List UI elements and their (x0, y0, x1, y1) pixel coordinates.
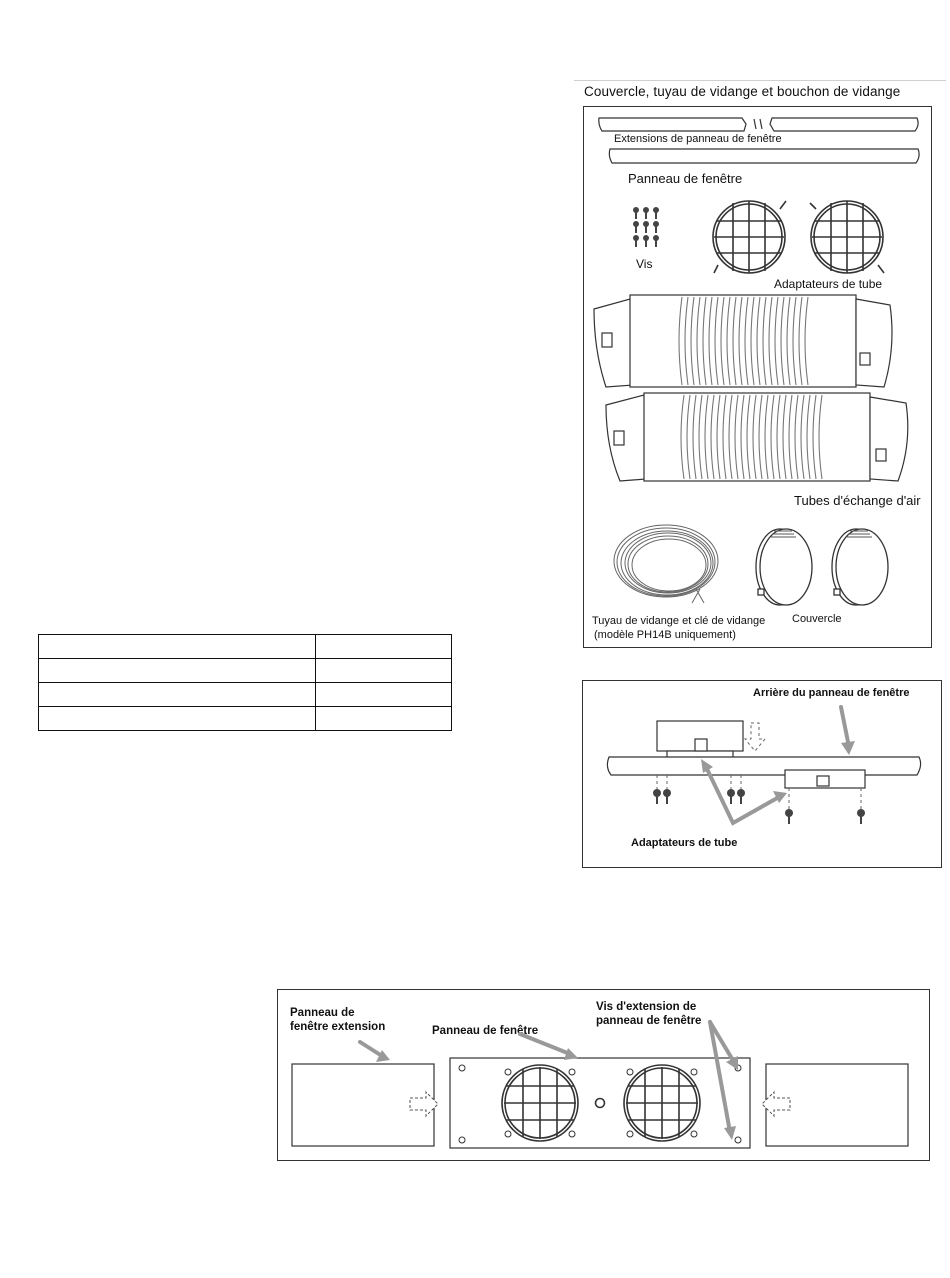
drain-label-line1: Tuyau de vidange et clé de vidange (592, 615, 766, 627)
panel-label: Panneau de fenêtre (628, 171, 743, 186)
screws-label-line2: panneau de fenêtre (596, 1015, 702, 1027)
figure1-title: Couvercle, tuyau de vidange et bouchon de vidange (584, 84, 901, 99)
screws-label: Vis (636, 257, 653, 271)
table-cell (316, 707, 452, 731)
table-cell (316, 635, 452, 659)
tube-adapter-right (804, 193, 890, 279)
table-row (39, 683, 452, 707)
extension-label-line2: fenêtre extension (290, 1021, 386, 1033)
extensions-label: Extensions de panneau de fenêtre (614, 133, 782, 145)
table-cell (39, 635, 316, 659)
drain-label-line2: (modèle PH14B uniquement) (594, 629, 736, 641)
fig2-adapters-label: Adaptateurs de tube (631, 837, 738, 849)
window-panel-assembly-diagram (278, 990, 931, 1162)
tube-adapter-left (706, 193, 792, 279)
table-row (39, 659, 452, 683)
screws-illustration (628, 205, 678, 255)
top-rule (574, 80, 946, 81)
adapters-label: Adaptateurs de tube (774, 277, 883, 291)
table-cell (316, 683, 452, 707)
cover-label: Couvercle (792, 613, 842, 625)
rear-label: Arrière du panneau de fenêtre (753, 687, 910, 699)
air-tube-lower (600, 391, 920, 487)
tubes-label: Tubes d'échange d'air (794, 493, 921, 508)
table-row (39, 635, 452, 659)
cover-left-illustration (752, 525, 816, 609)
screws-label-line1: Vis d'extension de (596, 1001, 697, 1013)
cover-right-illustration (828, 525, 892, 609)
table-cell (39, 683, 316, 707)
panel-rear-figure (582, 680, 942, 868)
accessories-figure (583, 106, 932, 648)
fig3-panel-label: Panneau de fenêtre (432, 1025, 539, 1037)
table-cell (316, 659, 452, 683)
drain-hose-illustration (608, 517, 728, 613)
extension-label-line1: Panneau de (290, 1007, 355, 1019)
air-tube-upper (590, 291, 900, 391)
table-cell (39, 707, 316, 731)
table-cell (39, 659, 316, 683)
parts-table (38, 634, 452, 731)
window-panel-assembly-figure (277, 989, 930, 1161)
table-row (39, 707, 452, 731)
